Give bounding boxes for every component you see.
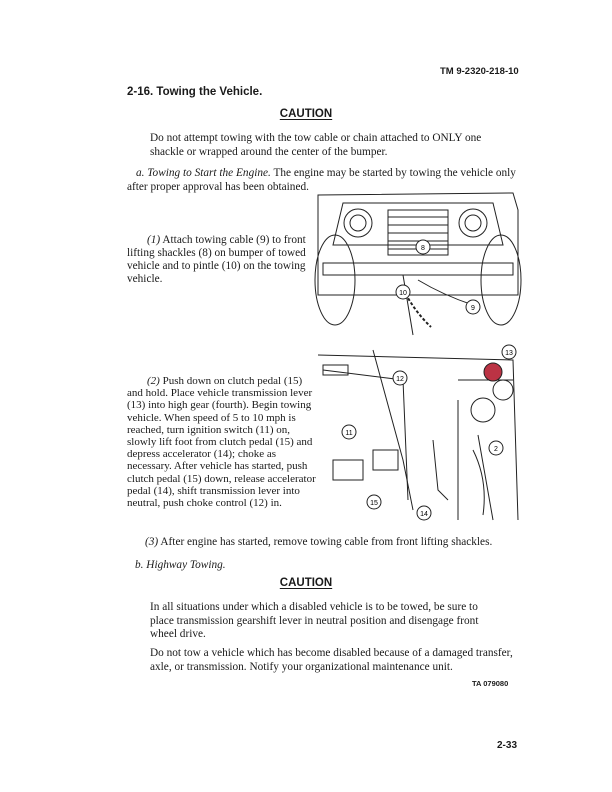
callout-2: 2 — [494, 446, 498, 453]
caution-text-2a: In all situations under which a disabled vehicle is to be towed, be sure to place transmission gearshift lever in neutral position and disengage front wheel drive. — [150, 601, 479, 640]
step-1-label: (1) — [147, 234, 161, 246]
callout-10: 10 — [399, 290, 407, 297]
page-number: 2-33 — [497, 740, 518, 751]
ta-number: TA 079080 — [472, 679, 509, 688]
caution-text-2b: Do not tow a vehicle which has become disabled because of a damaged transfer, axle, or transmission. Notify your organizational maintenance unit. — [150, 647, 513, 673]
callout-11: 11 — [345, 430, 353, 437]
step-3 — [145, 535, 525, 549]
paragraph-a-label: a. Towing to Start the Engine. — [136, 167, 271, 179]
callout-12: 12 — [396, 376, 404, 383]
callout-15: 15 — [370, 500, 378, 507]
figure-vehicle-front-tow-cable — [313, 185, 523, 340]
paragraph-b-heading: b. Highway Towing. — [135, 559, 226, 571]
callout-9: 9 — [471, 305, 475, 312]
caution-text-1: Do not attempt towing with the tow cable or chain attached to ONLY one shackle or wrapped around the center of the bumper. — [150, 132, 482, 158]
step-3-text: After engine has started, remove towing cable from front lifting shackles. — [158, 536, 493, 548]
step-3-label: (3) — [145, 536, 159, 548]
callout-8: 8 — [421, 245, 425, 252]
caution-heading-2: CAUTION — [279, 577, 333, 589]
callout-14: 14 — [420, 511, 428, 518]
step-2 — [127, 375, 319, 509]
step-1-text: Attach towing cable (9) to front lifting shackles (8) on bumper of towed vehicle and to pintle (10) on the towing vehicle. — [127, 234, 306, 285]
callout-13: 13 — [505, 350, 513, 357]
figure-cab-controls — [313, 340, 523, 530]
step-2-label: (2) — [147, 375, 160, 387]
step-1 — [127, 234, 307, 286]
document-number: TM 9-2320-218-10 — [440, 66, 519, 77]
caution-heading-1: CAUTION — [279, 108, 333, 120]
section-title: 2-16. Towing the Vehicle. — [127, 86, 263, 98]
paragraph-a-text: The engine may be started by towing the vehicle only after proper approval has been obtained. — [127, 167, 516, 193]
step-2-text: Push down on clutch pedal (15) and hold. Place vehicle transmission lever (13) into high gear (fourth). Begin towing vehicle. When speed of 5 to 10 mph is reached, turn ignition switch (11) on, slowly lift foot from clutch pedal (15) and depress accelerator (14); choke as necessary. After vehicle has started, push clutch pedal (15) down, release accelerator pedal (14), shift transmission lever into neutral, push choke control (12) in. — [127, 375, 316, 510]
